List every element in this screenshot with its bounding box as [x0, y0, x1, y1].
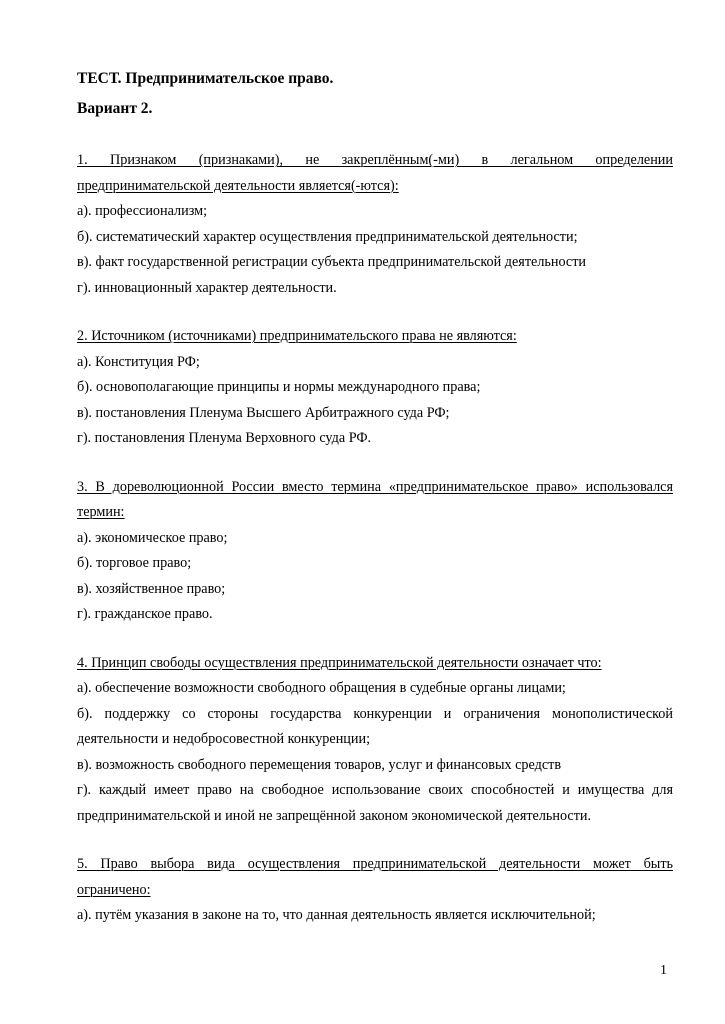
answer-option: б). торговое право; — [77, 555, 192, 571]
answer-option: г). инновационный характер деятельности. — [77, 279, 337, 296]
page-number: 1 — [660, 963, 667, 978]
answer-option: в). возможность свободного перемещения товаров, услуг и финансовых средств — [77, 756, 562, 773]
question-3 — [77, 475, 673, 628]
question-2 — [77, 324, 673, 452]
answer-option: а). путём указания в законе на то, что данная деятельность является исключительной; — [77, 907, 596, 923]
answer-option: в). постановления Пленума Высшего Арбитражного суда РФ; — [77, 404, 450, 421]
question-4 — [77, 651, 673, 830]
answer-option: б). систематический характер осуществления предпринимательской деятельности; — [77, 228, 578, 245]
answer-option: г). гражданское право. — [77, 606, 213, 622]
answer-option: б). поддержку со стороны государства конкуренции и ограничения монополистической деятельности и недобросовестной конкуренции; — [77, 705, 673, 747]
question-5 — [77, 852, 673, 929]
answer-option: б). основополагающие принципы и нормы международного права; — [77, 379, 481, 395]
answer-option: а). обеспечение возможности свободного обращения в судебные органы лицами; — [77, 680, 566, 696]
variant-label: Вариант 2. — [77, 100, 153, 117]
question-text: 5. Право выбора вида осуществления предпринимательской деятельности может быть ограничено: — [77, 856, 673, 898]
answer-option: а). профессионализм; — [77, 203, 208, 219]
answer-option: г). постановления Пленума Верховного суда РФ. — [77, 430, 372, 446]
question-1 — [77, 148, 673, 301]
answer-option: г). каждый имеет право на свободное использование своих способностей и имущества для предпринимательской и иной не запрещённой законом экономической деятельности. — [77, 782, 673, 824]
question-text: 2. Источником (источниками) предпринимательского права не являются: — [77, 328, 517, 344]
document-title: ТЕСТ. Предпринимательское право. — [77, 70, 334, 87]
question-text: 1. Признаком (признаками), не закреплённым(-ми) в легальном определении предпринимательской деятельности является(-ются): — [77, 152, 673, 194]
document-page — [77, 64, 673, 929]
question-text: 3. В дореволюционной России вместо термина «предпринимательское право» использовался термин: — [77, 478, 673, 520]
answer-option: а). Конституция РФ; — [77, 353, 200, 370]
answer-option: а). экономическое право; — [77, 529, 228, 546]
answer-option: в). хозяйственное право; — [77, 580, 226, 597]
answer-option: в). факт государственной регистрации субъекта предпринимательской деятельности — [77, 254, 587, 270]
question-text: 4. Принцип свободы осуществления предпринимательской деятельности означает что: — [77, 654, 602, 671]
